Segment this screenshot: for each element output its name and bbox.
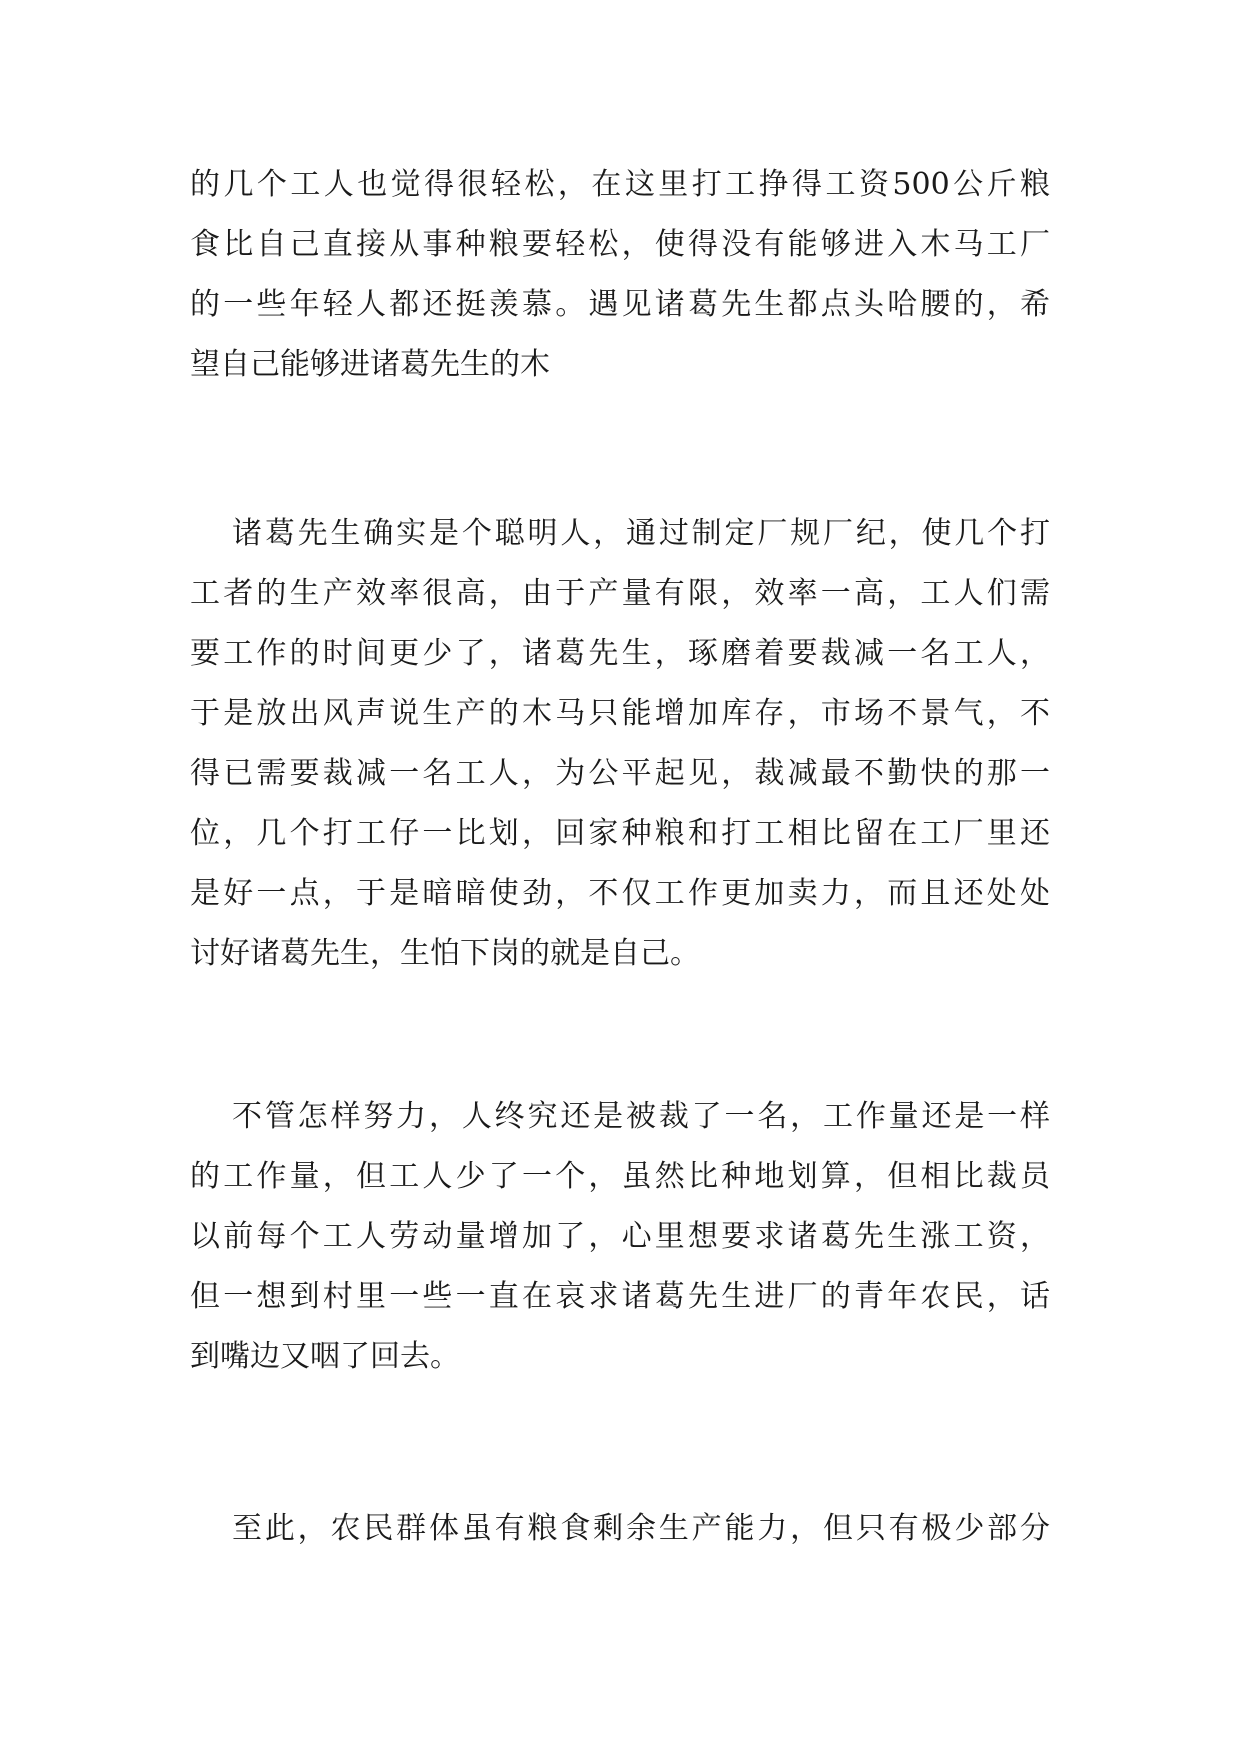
text-line: 讨好诸葛先生，生怕下岗的就是自己。 <box>190 936 700 971</box>
paragraph-1 <box>190 155 1050 395</box>
text-line: 的一些年轻人都还挺羡慕。遇见诸葛先生都点头哈腰的，希 <box>190 287 1050 322</box>
text-line: 以前每个工人劳动量增加了，心里想要求诸葛先生涨工资， <box>190 1219 1050 1254</box>
paragraph-3 <box>190 1087 1050 1387</box>
text-line: 的几个工人也觉得很轻松，在这里打工挣得工资500公斤粮 <box>190 167 1050 202</box>
text-line: 但一想到村里一些一直在哀求诸葛先生进厂的青年农民，话 <box>190 1279 1050 1314</box>
text-line: 工者的生产效率很高，由于产量有限，效率一高，工人们需 <box>190 576 1050 611</box>
paragraph-4 <box>190 1499 1050 1559</box>
text-line: 的工作量，但工人少了一个，虽然比种地划算，但相比裁员 <box>190 1159 1050 1194</box>
text-line: 是好一点，于是暗暗使劲，不仅工作更加卖力，而且还处处 <box>190 876 1050 911</box>
text-line: 于是放出风声说生产的木马只能增加库存，市场不景气，不 <box>190 696 1050 731</box>
text-line: 得已需要裁减一名工人，为公平起见，裁减最不勤快的那一 <box>190 756 1050 791</box>
text-line: 诸葛先生确实是个聪明人，通过制定厂规厂纪，使几个打 <box>232 516 1050 551</box>
text-line: 不管怎样努力，人终究还是被裁了一名，工作量还是一样 <box>232 1099 1050 1134</box>
text-line: 望自己能够进诸葛先生的木 <box>190 347 550 382</box>
text-line: 至此，农民群体虽有粮食剩余生产能力，但只有极少部分 <box>232 1511 1050 1546</box>
text-line: 到嘴边又咽了回去。 <box>190 1339 460 1374</box>
text-line: 位，几个打工仔一比划，回家种粮和打工相比留在工厂里还 <box>190 816 1050 851</box>
text-line: 要工作的时间更少了，诸葛先生，琢磨着要裁减一名工人， <box>190 636 1050 671</box>
text-line: 食比自己直接从事种粮要轻松，使得没有能够进入木马工厂 <box>190 227 1050 262</box>
paragraph-2 <box>190 504 1050 984</box>
